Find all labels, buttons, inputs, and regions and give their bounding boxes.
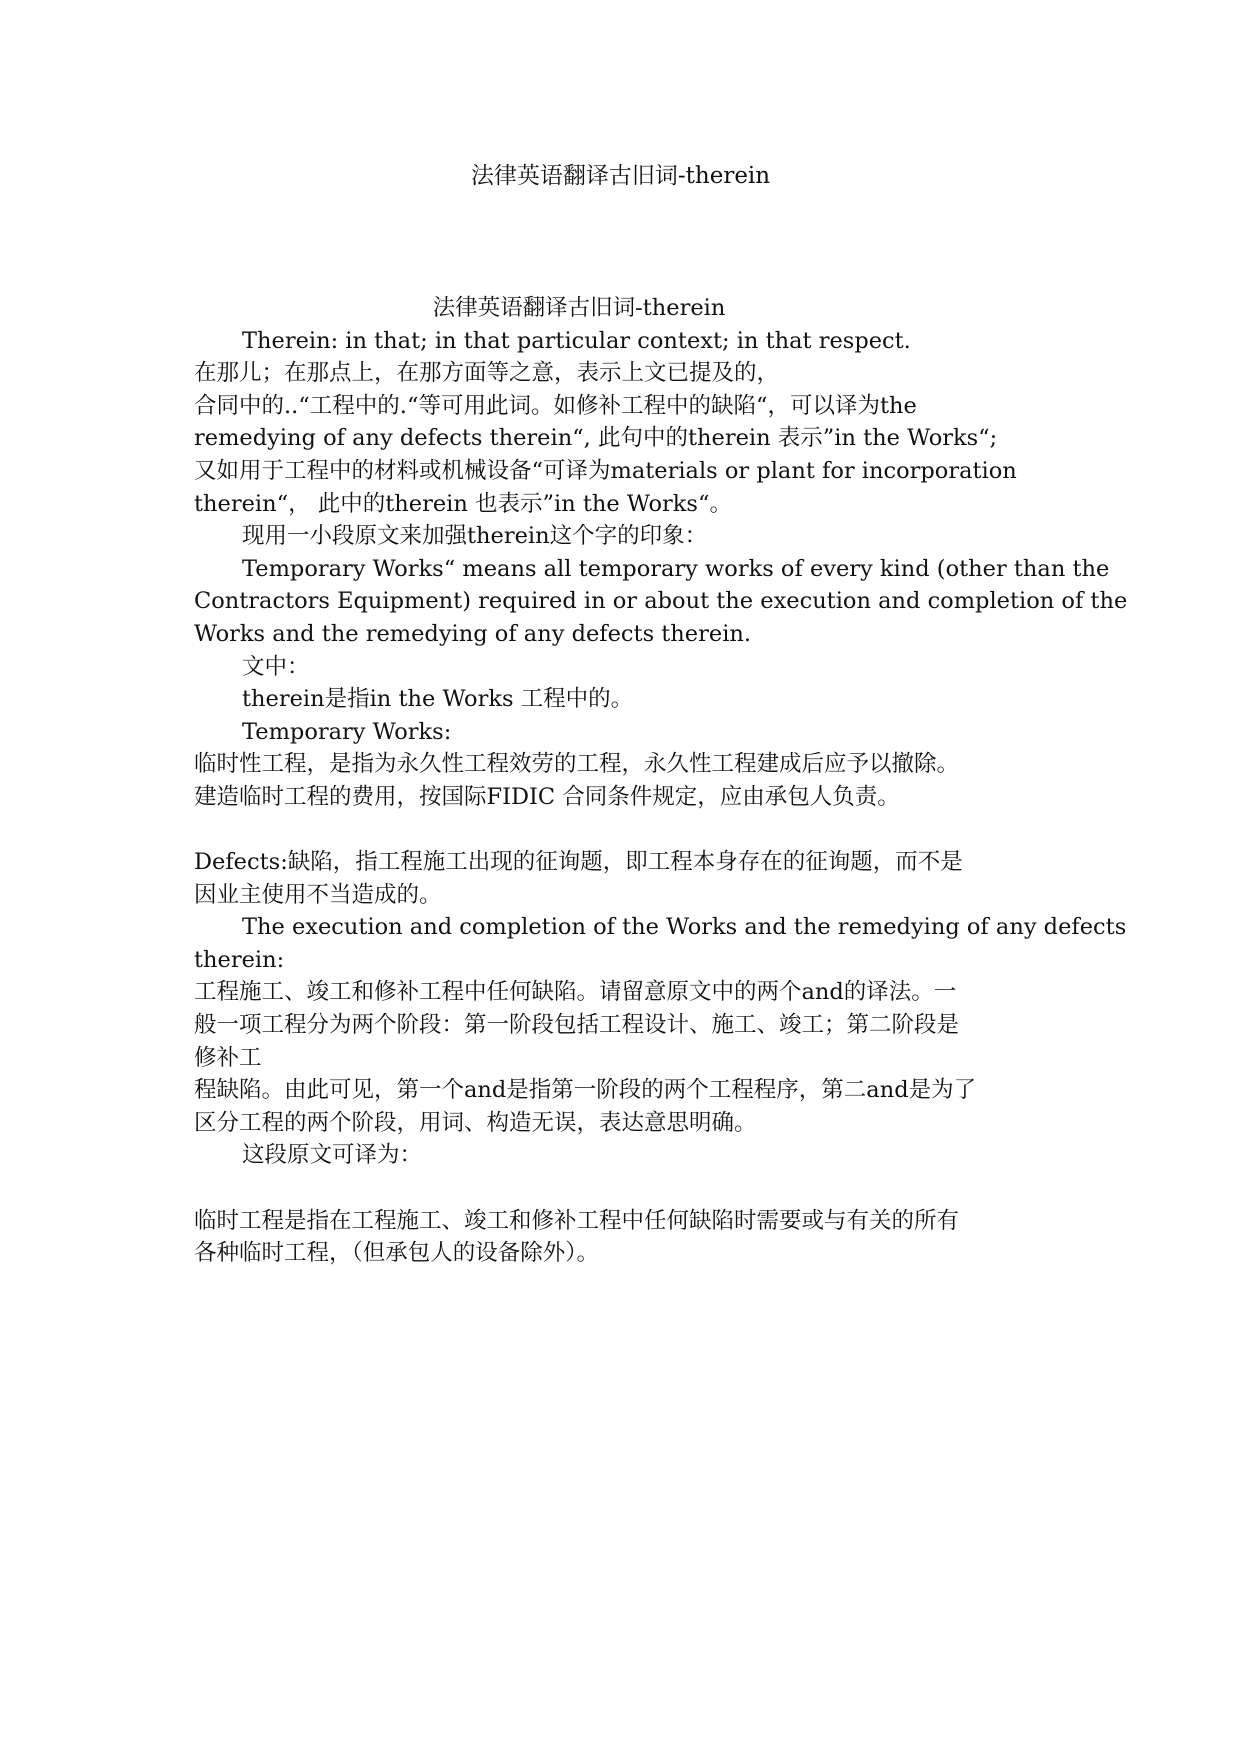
paragraph-line: Defects:缺陷，指工程施工出现的征询题，即工程本身存在的征询题，而不是 [194, 849, 963, 876]
paragraph-line: 在那儿；在那点上，在那方面等之意，表示上文已提及的， [194, 360, 780, 387]
paragraph-line: remedying of any defects therein“, 此句中的therein 表示”in the Works“; [194, 425, 998, 452]
paragraph-line: therein是指in the Works 工程中的。 [242, 686, 634, 713]
paragraph-line: 各种临时工程，（但承包人的设备除外）。 [194, 1240, 600, 1267]
paragraph-line: 般一项工程分为两个阶段：第一阶段包括工程设计、施工、竣工；第二阶段是 [194, 1012, 960, 1039]
paragraph-line: therein“， 此中的therein 也表示”in the Works“。 [194, 490, 732, 517]
paragraph-line: The execution and completion of the Works and the remedying of any defects [242, 914, 1127, 941]
paragraph-line: 修补工 [194, 1044, 262, 1071]
paragraph-line: 文中： [242, 653, 310, 680]
paragraph-line: Temporary Works: [242, 718, 452, 745]
paragraph-spacer [194, 814, 1074, 847]
paragraph-line: 合同中的..“工程中的.“等可用此词。如修补工程中的缺陷“，可以译为the [194, 392, 917, 419]
paragraph-line: 区分工程的两个阶段，用词、构造无误，表达意思明确。 [194, 1109, 757, 1136]
paragraph-line: 又如用于工程中的材料或机械设备“可译为materials or plant for incorporation [194, 457, 1017, 484]
paragraph-line: 程缺陷。由此可见，第一个and是指第一阶段的两个工程程序，第二and是为了 [194, 1077, 977, 1104]
paragraph-line: 现用一小段原文来加强therein这个字的印象： [242, 523, 708, 550]
paragraph-line: Works and the remedying of any defects therein. [194, 620, 752, 647]
document-title: 法律英语翻译古旧词-therein [470, 163, 771, 189]
paragraph-line: Therein: in that; in that particular context; in that respect. [242, 327, 911, 354]
paragraph-line: 临时工程是指在工程施工、竣工和修补工程中任何缺陷时需要或与有关的所有 [194, 1207, 960, 1234]
paragraph-spacer [194, 1172, 1074, 1205]
document-body [194, 292, 1128, 1270]
paragraph-line: 工程施工、竣工和修补工程中任何缺陷。请留意原文中的两个and的译法。一 [194, 979, 957, 1006]
paragraph-line: Temporary Works“ means all temporary works of every kind (other than the [242, 555, 1110, 582]
paragraph-line: 这段原文可译为： [242, 1142, 423, 1169]
paragraph-line: Contractors Equipment) required in or about the execution and completion of the [194, 588, 1128, 615]
paragraph-line: therein: [194, 946, 285, 973]
paragraph-line: 因业主使用不当造成的。 [194, 881, 442, 908]
paragraph-line: 临时性工程，是指为永久性工程效劳的工程，永久性工程建成后应予以撤除。 [194, 751, 960, 778]
document-subtitle: 法律英语翻译古旧词-therein [432, 295, 726, 321]
paragraph-line: 建造临时工程的费用，按国际FIDIC 合同条件规定，应由承包人负责。 [194, 783, 900, 810]
